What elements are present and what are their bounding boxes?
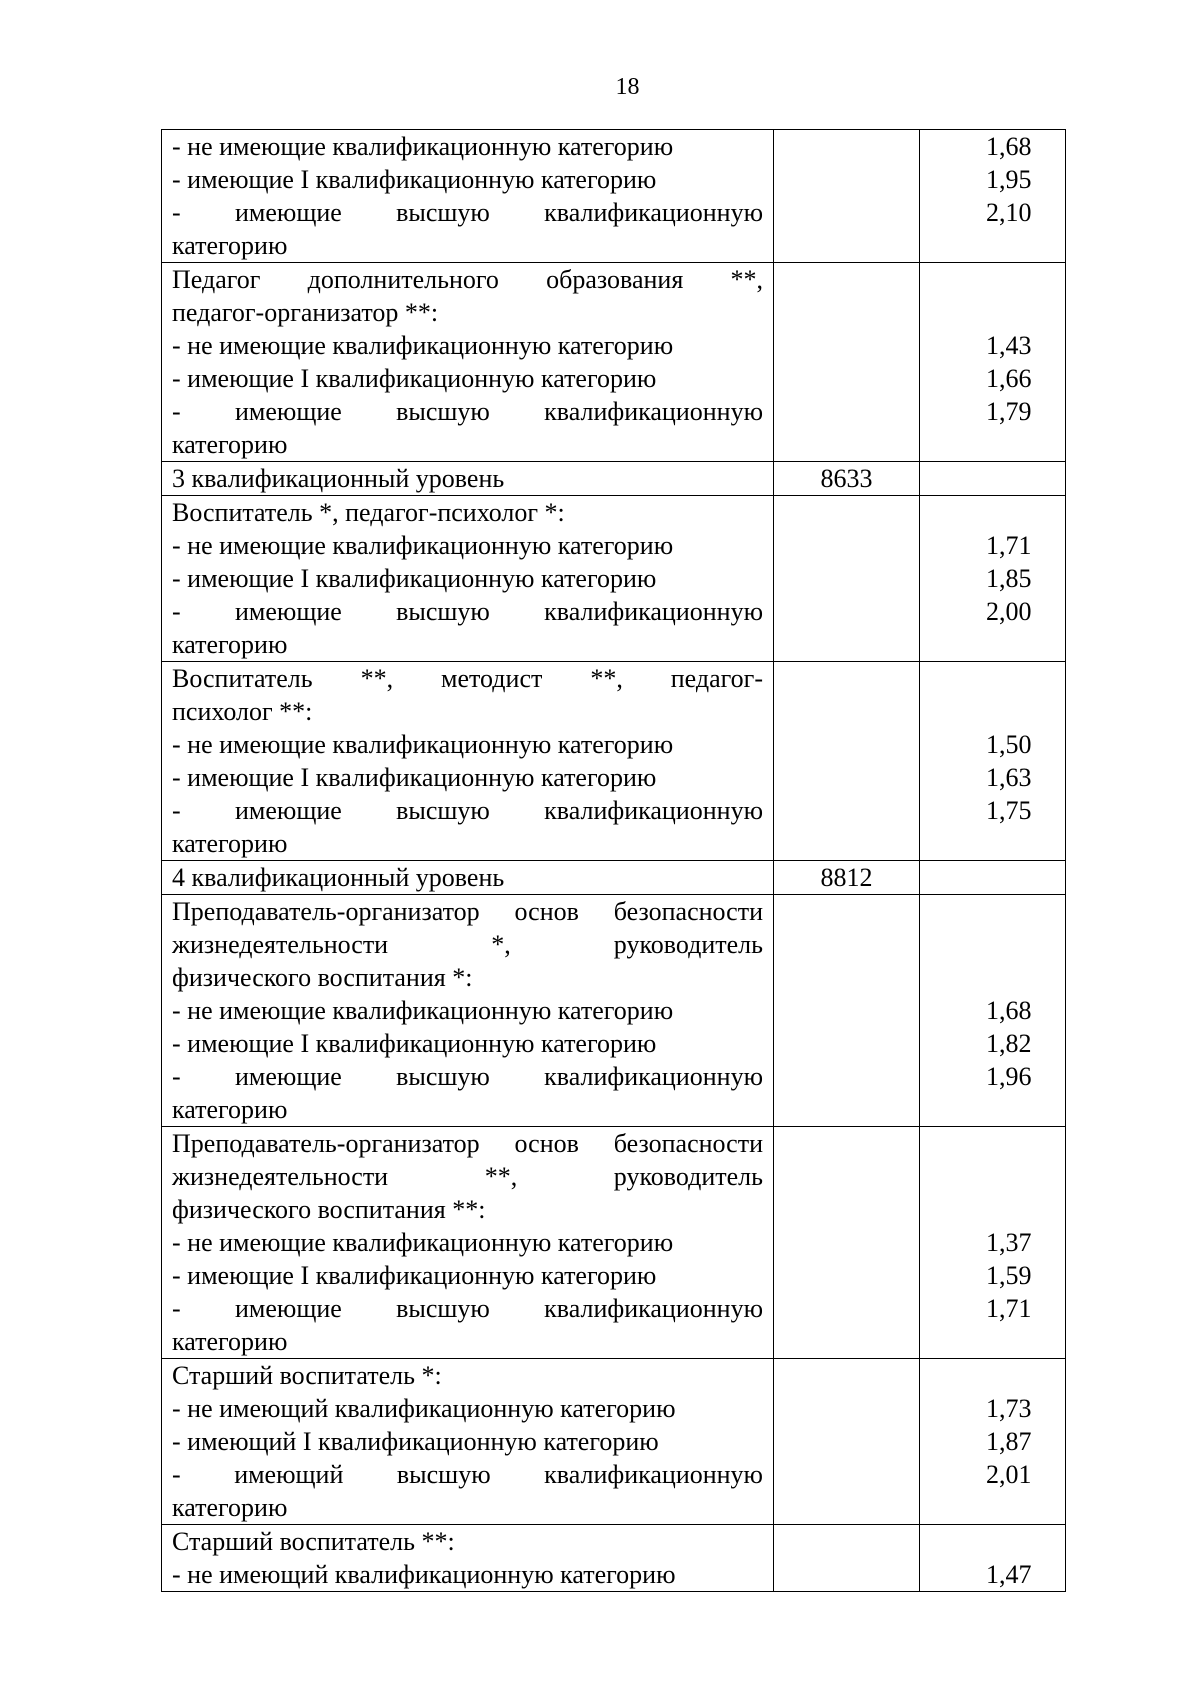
coefficient-value: 1,63 [986, 763, 1032, 792]
spacer [920, 1160, 1065, 1193]
word: высшую [396, 597, 490, 626]
coefficient-value: 1,37 [986, 1228, 1032, 1257]
base-salary-cell [774, 895, 920, 1127]
page-number: 18 [615, 74, 640, 100]
position-cell [162, 1127, 774, 1359]
base-salary-cell [774, 130, 920, 263]
word: имеющие [234, 397, 342, 426]
text-line: - имеющие I квалификационную категорию [172, 364, 657, 393]
table-row [162, 462, 1066, 496]
word: педагог- [670, 664, 763, 693]
base-salary-value [774, 263, 919, 296]
position-cell [162, 1359, 774, 1525]
spacer [920, 928, 1065, 961]
text-line: - имеющие I квалификационную категорию [172, 1029, 657, 1058]
word: имеющие [234, 1062, 342, 1091]
word: Воспитатель [172, 664, 313, 693]
base-salary-value [774, 130, 919, 163]
coefficient-cell [920, 895, 1066, 1127]
word: имеющие [234, 597, 342, 626]
text-line: Старший воспитатель *: [172, 1361, 442, 1390]
coefficient-cell [920, 130, 1066, 263]
word: основ [514, 897, 579, 926]
spacer [920, 496, 1065, 529]
word: **, [360, 664, 394, 693]
coefficient-cell [920, 1127, 1066, 1359]
base-salary-cell [774, 662, 920, 861]
justified-line [172, 395, 763, 428]
spacer [920, 296, 1065, 329]
position-cell [162, 130, 774, 263]
justified-line [172, 1127, 763, 1160]
base-salary-value: 8633 [820, 464, 873, 493]
coefficient-value: 1,43 [986, 331, 1032, 360]
table-row [162, 263, 1066, 462]
justified-line [172, 263, 763, 296]
spacer [920, 1127, 1065, 1160]
text-line: категорию [172, 1327, 288, 1356]
word: имеющие [234, 1294, 342, 1323]
word: безопасности [613, 897, 763, 926]
coefficient-value: 1,47 [986, 1560, 1032, 1589]
coefficient-value: 2,00 [986, 597, 1032, 626]
justified-line [172, 895, 763, 928]
justified-line [172, 1160, 763, 1193]
text-line: 3 квалификационный уровень [172, 464, 505, 493]
coefficient-cell [920, 1359, 1066, 1525]
text-line: категорию [172, 829, 288, 858]
word: Педагог [172, 265, 261, 294]
base-salary-value [774, 1525, 919, 1558]
justified-line [172, 1060, 763, 1093]
text-line: категорию [172, 430, 288, 459]
text-line: - имеющие I квалификационную категорию [172, 165, 657, 194]
word: квалификационную [544, 1294, 763, 1323]
word: жизнедеятельности [172, 930, 389, 959]
spacer [920, 1525, 1065, 1558]
table-row [162, 861, 1066, 895]
word: высшую [396, 397, 490, 426]
coefficient-cell [920, 462, 1066, 496]
coefficient-value: 1,66 [986, 364, 1032, 393]
table-row [162, 1525, 1066, 1592]
justified-line [172, 794, 763, 827]
base-salary-cell [774, 1359, 920, 1525]
coefficient-value: 1,95 [986, 165, 1032, 194]
coefficient-cell [920, 496, 1066, 662]
base-salary-cell [774, 462, 920, 496]
text-line: - не имеющий квалификационную категорию [172, 1560, 676, 1589]
base-salary-value [774, 1359, 919, 1392]
table-row [162, 662, 1066, 861]
coefficient-value: 1,85 [986, 564, 1032, 593]
word: квалификационную [544, 796, 763, 825]
position-cell [162, 496, 774, 662]
table-row [162, 895, 1066, 1127]
word: методист [441, 664, 543, 693]
base-salary-cell [774, 263, 920, 462]
position-cell [162, 662, 774, 861]
text-line: психолог **: [172, 697, 313, 726]
position-cell [162, 263, 774, 462]
word: - [172, 1062, 181, 1091]
word: **, [730, 265, 763, 294]
coefficient-value: 1,50 [986, 730, 1032, 759]
coefficient-value: 1,71 [986, 1294, 1032, 1323]
word: основ [514, 1129, 579, 1158]
word: квалификационную [544, 597, 763, 626]
coefficient-cell [920, 1525, 1066, 1592]
coefficient-value: 2,10 [986, 198, 1032, 227]
word: Преподаватель-организатор [172, 1129, 480, 1158]
justified-line [172, 928, 763, 961]
text-line: - не имеющие квалификационную категорию [172, 132, 674, 161]
word: высшую [396, 1460, 491, 1489]
spacer [920, 695, 1065, 728]
table-row [162, 496, 1066, 662]
coefficient-value: 1,79 [986, 397, 1032, 426]
coefficient-value: 1,73 [986, 1394, 1032, 1423]
text-line: категорию [172, 231, 288, 260]
coefficient-cell [920, 263, 1066, 462]
justified-line [172, 662, 763, 695]
coefficient-cell [920, 662, 1066, 861]
text-line: - имеющие I квалификационную категорию [172, 763, 657, 792]
word: высшую [396, 1062, 490, 1091]
word: **, [484, 1162, 518, 1191]
coefficient-value: 1,96 [986, 1062, 1032, 1091]
spacer [920, 1193, 1065, 1226]
coefficient-value: 2,01 [986, 1460, 1032, 1489]
justified-line [172, 595, 763, 628]
text-line: Воспитатель *, педагог-психолог *: [172, 498, 565, 527]
text-line: категорию [172, 630, 288, 659]
word: квалификационную [544, 198, 763, 227]
word: - [172, 198, 181, 227]
coefficient-value: 1,68 [986, 132, 1032, 161]
text-line: категорию [172, 1493, 288, 1522]
word: жизнедеятельности [172, 1162, 389, 1191]
word: руководитель [613, 930, 763, 959]
word: высшую [396, 796, 490, 825]
base-salary-value [774, 895, 919, 928]
word: дополнительного [307, 265, 499, 294]
word: квалификационную [544, 1062, 763, 1091]
text-line: - не имеющие квалификационную категорию [172, 730, 674, 759]
coefficient-cell [920, 861, 1066, 895]
position-cell [162, 462, 774, 496]
word: - [172, 397, 181, 426]
position-cell [162, 861, 774, 895]
table-row [162, 1127, 1066, 1359]
base-salary-cell [774, 1525, 920, 1592]
base-salary-value [774, 662, 919, 695]
word: безопасности [613, 1129, 763, 1158]
text-line: - имеющие I квалификационную категорию [172, 1261, 657, 1290]
text-line: категорию [172, 1095, 288, 1124]
spacer [920, 662, 1065, 695]
word: - [172, 796, 181, 825]
base-salary-cell [774, 861, 920, 895]
word: квалификационную [544, 397, 763, 426]
text-line: 4 квалификационный уровень [172, 863, 505, 892]
word: - [172, 1294, 181, 1323]
coefficient-value: 1,59 [986, 1261, 1032, 1290]
text-line: - не имеющий квалификационную категорию [172, 1394, 676, 1423]
word: *, [491, 930, 511, 959]
text-line: педагог-организатор **: [172, 298, 439, 327]
justified-line [172, 196, 763, 229]
coefficient-value: 1,82 [986, 1029, 1032, 1058]
base-salary-value: 8812 [820, 863, 873, 892]
base-salary-cell [774, 496, 920, 662]
word: квалификационную [544, 1460, 763, 1489]
text-line: физического воспитания *: [172, 963, 473, 992]
coefficient-value: 1,87 [986, 1427, 1032, 1456]
word: образования [546, 265, 684, 294]
text-line: - не имеющие квалификационную категорию [172, 331, 674, 360]
coefficient-value: 1,75 [986, 796, 1032, 825]
word: - [172, 1460, 181, 1489]
salary-coefficients-table [161, 129, 1066, 1592]
base-salary-cell [774, 1127, 920, 1359]
table-row [162, 1359, 1066, 1525]
text-line: - не имеющие квалификационную категорию [172, 531, 674, 560]
text-line: Старший воспитатель **: [172, 1527, 455, 1556]
table-row [162, 130, 1066, 263]
text-line: - не имеющие квалификационную категорию [172, 1228, 674, 1257]
word: Преподаватель-организатор [172, 897, 480, 926]
spacer [920, 961, 1065, 994]
text-line: - имеющие I квалификационную категорию [172, 564, 657, 593]
word: высшую [396, 1294, 490, 1323]
word: высшую [396, 198, 490, 227]
text-line: физического воспитания **: [172, 1195, 486, 1224]
word: - [172, 597, 181, 626]
coefficient-value: 1,71 [986, 531, 1032, 560]
spacer [920, 1359, 1065, 1392]
word: руководитель [613, 1162, 763, 1191]
position-cell [162, 895, 774, 1127]
word: имеющий [234, 1460, 344, 1489]
text-line: - не имеющие квалификационную категорию [172, 996, 674, 1025]
text-line: - имеющий I квалификационную категорию [172, 1427, 659, 1456]
word: имеющие [234, 796, 342, 825]
base-salary-value [774, 496, 919, 529]
base-salary-value [774, 1127, 919, 1160]
word: **, [590, 664, 623, 693]
justified-line [172, 1292, 763, 1325]
coefficient-value: 1,68 [986, 996, 1032, 1025]
spacer [920, 263, 1065, 296]
word: имеющие [234, 198, 342, 227]
spacer [920, 895, 1065, 928]
position-cell [162, 1525, 774, 1592]
justified-line [172, 1458, 763, 1491]
